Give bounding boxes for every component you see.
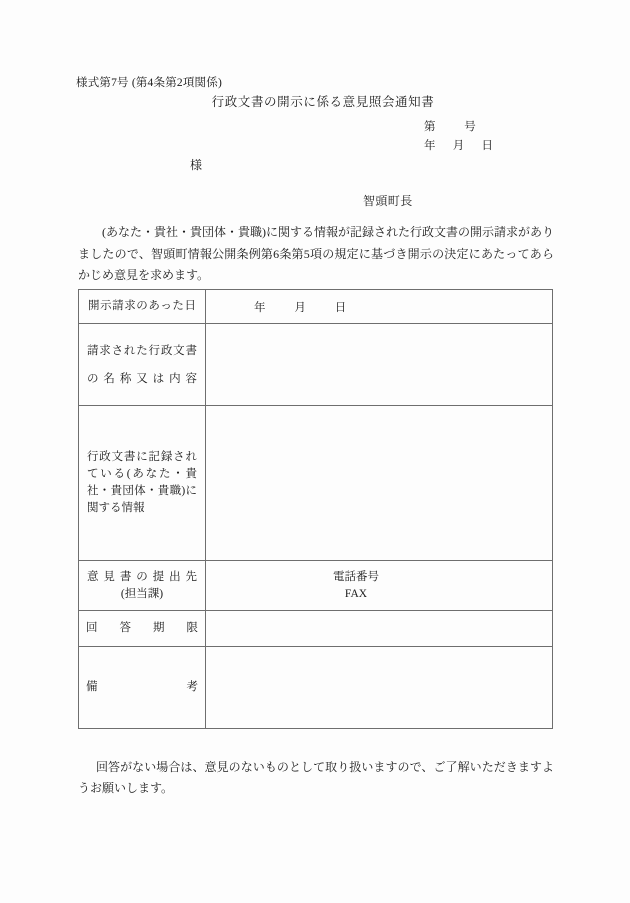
row-label-request-date xyxy=(79,290,206,324)
label-line-2: の名称又は内容 xyxy=(87,372,197,385)
table-row xyxy=(79,561,553,611)
footer-note-text: 回答がない場合は、意見のないものとして取り扱いますので、ご了解いただきますようお願いします。 xyxy=(78,760,554,795)
row-label-document-name xyxy=(79,324,206,406)
row-value-remarks[interactable] xyxy=(206,647,553,729)
label-line-4: 関する情報 xyxy=(87,502,145,514)
value-text xyxy=(206,569,552,603)
row-value-submission-office[interactable] xyxy=(206,561,553,611)
table-row xyxy=(79,324,553,406)
issue-date-line: 年 月 日 xyxy=(424,140,493,152)
label-text xyxy=(79,569,205,603)
fax-label: FAX xyxy=(344,587,368,600)
row-value-recorded-info[interactable] xyxy=(206,406,553,561)
table-row xyxy=(79,647,553,729)
label-text: 開示請求のあった日 xyxy=(88,300,196,312)
footer-note xyxy=(78,757,554,799)
intro-text: (あなた・貴社・貴団体・貴職)に関する情報が記録された行政文書の開示請求がありましたので、智頭町情報公開条例第6条第5項の規定に基づき開示の決定にあたってあらかじめ意見を求めます。 xyxy=(78,225,554,282)
label-line-1: 行政文書に記録され xyxy=(87,451,197,463)
row-label-recorded-info xyxy=(79,406,206,561)
form-number: 様式第7号 (第4条第2項関係) xyxy=(76,77,222,89)
document-title: 行政文書の開示に係る意見照会通知書 xyxy=(211,95,435,109)
label-text: 備考 xyxy=(86,681,198,693)
table-row xyxy=(79,406,553,561)
telephone-label: 電話番号 xyxy=(333,570,379,583)
reference-number-line: 第 号 xyxy=(424,121,476,133)
table-row xyxy=(79,290,553,324)
row-value-document-name[interactable] xyxy=(206,324,553,406)
document-meta xyxy=(424,118,493,156)
label-text xyxy=(79,337,205,393)
addressee-honorific: 様 xyxy=(190,158,203,172)
disclosure-form-table xyxy=(78,289,553,729)
label-text: 回答期限 xyxy=(86,622,198,634)
row-value-request-date[interactable] xyxy=(206,290,553,324)
table-row xyxy=(79,611,553,647)
issuer-name: 智頭町長 xyxy=(363,194,413,208)
label-line-2: (担当課) xyxy=(120,587,164,600)
intro-paragraph xyxy=(78,222,554,287)
label-line-1: 請求された行政文書 xyxy=(87,344,197,357)
value-text: 年 月 日 xyxy=(254,301,347,314)
label-line-2: ている(あなた・貴 xyxy=(87,468,197,480)
row-label-submission-office xyxy=(79,561,206,611)
label-line-3: 社・貴団体・貴職)に xyxy=(87,485,197,497)
row-label-reply-deadline xyxy=(79,611,206,647)
label-text xyxy=(79,449,205,517)
row-label-remarks xyxy=(79,647,206,729)
row-value-reply-deadline[interactable] xyxy=(206,611,553,647)
label-line-1: 意見書の提出先 xyxy=(87,570,197,583)
